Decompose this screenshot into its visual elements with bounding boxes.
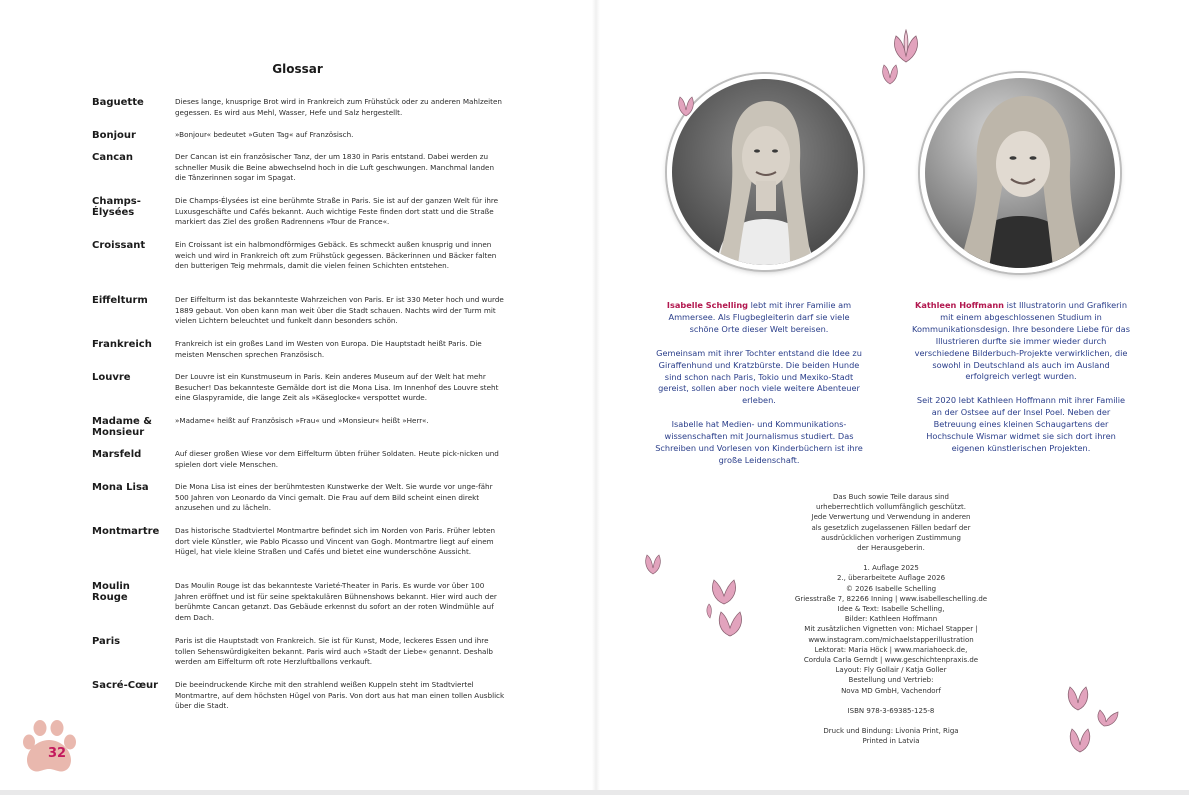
glossary-term: Frankreich xyxy=(92,339,152,350)
imprint-line: Cordula Carla Gerndt | www.geschichtenpraxis.de xyxy=(803,656,979,665)
illustrator-intro: ist Illustratorin und Grafikerin mit einem abgeschlossenen Studium in Kommunikationsdesign. Ihre besondere Liebe für das Illustrieren durfte sie immer wieder durch verschiedene Bilderbuch-Projekte verwirklichen, die sowohl in Deutschland als auch im Ausland erfolgreich verlegt wurden. xyxy=(912,300,1130,382)
magnolia-flower-icon xyxy=(640,548,666,576)
author-bio-paragraph: Gemeinsam mit ihrer Tochter entstand die Idee zu Giraffenhund und Kratzbürste. Die beiden Hunde sind schon nach Paris, Tokio und Mexiko-Stadt gereist, sollen aber noch viele weitere Abenteuer erleben. xyxy=(656,347,862,406)
glossary-term: Baguette xyxy=(92,97,144,108)
imprint xyxy=(780,492,1002,746)
glossary-definition: Frankreich ist ein großes Land im Westen von Europa. Die Hauptstadt heißt Paris. Die meisten Menschen sprechen Französisch. xyxy=(175,339,482,359)
glossary-term: Sacré-Cœur xyxy=(92,680,159,691)
glossary-term: Champs-Élysées xyxy=(92,196,141,218)
glossary-definition: »Bonjour« bedeutet »Guten Tag« auf Französisch. xyxy=(175,130,354,139)
isbn: ISBN 978-3-69385-125-8 xyxy=(847,706,935,715)
glossary-definition: Der Louvre ist ein Kunstmuseum in Paris. Kein anderes Museum auf der Welt hat mehr Besucher! Das bekannteste Gemälde dort ist die Mona Lisa. Im Innenhof des Louvre steht eine Glaspyramide, die lange Zeit als »Käseglocke« verspottet wurde. xyxy=(175,372,499,403)
author-name: Isabelle Schelling xyxy=(666,300,749,310)
magnolia-flower-icon xyxy=(700,574,748,640)
glossary-term: Cancan xyxy=(92,152,134,163)
author-bio-paragraph: Isabelle hat Medien- und Kommunikations-wissenschaften mit Journalismus studiert. Das Schreiben und Vorlesen von Kinderbüchern ist ihre große Leidenschaft. xyxy=(655,419,863,465)
glossary-term: Marsfeld xyxy=(92,449,142,460)
glossary-definition: Das historische Stadtviertel Montmartre befindet sich im Norden von Paris. Früher lebten dort viele Künstler, wie Pablo Picasso und Vincent van Gogh. Montmartre liegt auf einem Hügel, hat viele kleine Straßen und Cafés und bietet eine wunderschöne Aussicht. xyxy=(175,526,496,557)
glossary-definition: Das Moulin Rouge ist das bekannteste Varieté-Theater in Paris. Es wurde vor über 100 Jahren eröffnet und ist für seine spektakulären Bühnenshows bekannt. Hier wird auch der berühmte Cancan getanzt. Das Gebäude erkennst du sofort an der roten Windmühle auf dem Dach. xyxy=(175,581,497,622)
glossary-term: Croissant xyxy=(92,240,146,251)
glossary-definition: »Madame« heißt auf Französisch »Frau« und »Monsieur« heißt »Herr«. xyxy=(175,416,429,425)
glossary-definition: Der Eiffelturm ist das bekannteste Wahrzeichen von Paris. Er ist 330 Meter hoch und wurde 1889 gebaut. Von oben kann man weit über die Stadt schauen. Nachts wird der Turm mit vielen Lichtern beleuchtet und funkelt dann besonders schön. xyxy=(175,295,504,326)
illustrator-bio xyxy=(911,300,1131,467)
magnolia-flower-icon xyxy=(672,92,700,118)
imprint-line: 1. Auflage 2025 xyxy=(863,564,919,573)
glossary-definition: Die Mona Lisa ist eines der berühmtesten Kunstwerke der Welt. Sie wurde vor unge-fähr 500 Jahren von Leonardo da Vinci gemalt. Die Frau auf dem Bild scheint einen direkt anzusehen und zu lächeln. xyxy=(175,482,493,513)
glossary-term: Moulin Rouge xyxy=(92,581,130,603)
imprint-line: Layout: Fly Gollair / Katja Goller xyxy=(835,666,947,675)
illustrator-name: Kathleen Hoffmann xyxy=(914,300,1005,310)
glossary-term: Montmartre xyxy=(92,526,160,537)
illustrator-bio-paragraph: Seit 2020 lebt Kathleen Hoffmann mit ihrer Familie an der Ostsee auf der Insel Poel. Neben der Betreuung eines kleinen Schaugartens der Hochschule Wismar widmet sie sich dort ihren eigenen künstlerischen Projekten. xyxy=(916,395,1126,453)
copyright-line: als gesetzlich zugelassenen Fällen bedarf der xyxy=(811,523,971,532)
glossary-definition: Auf dieser großen Wiese vor dem Eiffelturm übten früher Soldaten. Heute pick-nicken und spielen dort viele Menschen. xyxy=(175,449,499,469)
illustrator-portrait xyxy=(920,73,1120,273)
glossary-term: Madame & Monsieur xyxy=(92,416,153,438)
imprint-line: Bilder: Kathleen Hoffmann xyxy=(844,615,938,624)
glossary-term: Bonjour xyxy=(92,130,136,141)
print-line: Druck und Bindung: Livonia Print, Riga xyxy=(823,727,959,736)
imprint-line: www.instagram.com/michaelstapperillustration xyxy=(808,635,974,644)
author-intro: lebt mit ihrer Familie am Ammersee. Als Flugbegleiterin darf sie viele schöne Orte dieser Welt bereisen. xyxy=(668,300,852,334)
imprint-line: © 2026 Isabelle Schelling xyxy=(845,584,937,593)
page-number: 32 xyxy=(47,746,67,761)
imprint-line: 2., überarbeitete Auflage 2026 xyxy=(836,574,946,583)
imprint-line: Griesstraße 7, 82266 Inning | www.isabelleschelling.de xyxy=(794,594,988,603)
copyright-line: urheberrechtlich vollumfänglich geschützt. xyxy=(815,503,966,512)
author-bio xyxy=(654,300,864,479)
glossary-term: Paris xyxy=(92,636,121,647)
imprint-line: Lektorat: Maria Höck | www.mariahoeck.de, xyxy=(814,645,968,654)
magnolia-flower-icon xyxy=(1060,706,1126,756)
glossary-definition: Die beeindruckende Kirche mit den strahlend weißen Kuppeln steht im Stadtviertel Montmartre, auf dem höchsten Hügel von Paris. Von dort aus hat man einen tollen Ausblick über die Stadt. xyxy=(175,680,505,711)
imprint-line: Bestellung und Vertrieb: xyxy=(848,676,934,685)
copyright-line: Jede Verwertung und Verwendung in anderen xyxy=(811,513,971,522)
copyright-line: ausdrücklichen vorherigen Zustimmung xyxy=(821,533,961,542)
page-gutter xyxy=(592,0,600,795)
copyright-line: Das Buch sowie Teile daraus sind xyxy=(833,493,949,501)
glossary-term: Eiffelturm xyxy=(92,295,148,306)
glossary-definition: Dieses lange, knusprige Brot wird in Frankreich zum Frühstück oder zu anderen Mahlzeiten gegessen. Es wird aus Mehl, Wasser, Hefe und Salz hergestellt. xyxy=(175,97,502,117)
imprint-line: Mit zusätzlichen Vignetten von: Michael Stapper | xyxy=(804,625,978,634)
glossary-definition: Der Cancan ist ein französischer Tanz, der um 1830 in Paris entstand. Dabei werden zu schneller Musik die Beine abwechselnd hoch in die Luft geschwungen. Manchmal landen die Tänzerinnen sogar im Spagat. xyxy=(175,152,495,183)
print-line: Printed in Latvia xyxy=(862,737,920,746)
glossary-definition: Die Champs-Élysées ist eine berühmte Straße in Paris. Sie ist auf der ganzen Welt für ihre Luxusgeschäfte und Cafés bekannt. Auch wichtige Feste finden dort statt und die Straße markiert das Ziel des großen Radrennens »Tour de France«. xyxy=(175,196,499,227)
glossary-definition: Ein Croissant ist ein halbmondförmiges Gebäck. Es schmeckt außen knusprig und innen weich und wird in Frankreich oft zum Frühstück gegessen. Bäckerinnen und Bäcker falten den butterigen Teig mehrmals, damit die vielen feinen Schichten entstehen. xyxy=(175,240,497,271)
glossary-term: Louvre xyxy=(92,372,131,383)
glossary-definition: Paris ist die Hauptstadt von Frankreich. Sie ist für Kunst, Mode, leckeres Essen und ihre tollen Sehenswürdigkeiten bekannt. Paris wird auch »Stadt der Liebe« genannt. Deshalb werden am Eiffelturm oft rote Herzluftballons verkauft. xyxy=(175,636,493,667)
imprint-line: Nova MD GmbH, Vachendorf xyxy=(841,686,941,695)
glossary-term: Mona Lisa xyxy=(92,482,149,493)
imprint-line: Idee & Text: Isabelle Schelling, xyxy=(837,605,945,614)
glossary-title: Glossar xyxy=(272,62,323,76)
page-edge xyxy=(0,790,1189,795)
copyright-line: der Herausgeberin. xyxy=(857,544,925,553)
magnolia-flower-icon xyxy=(876,58,904,86)
